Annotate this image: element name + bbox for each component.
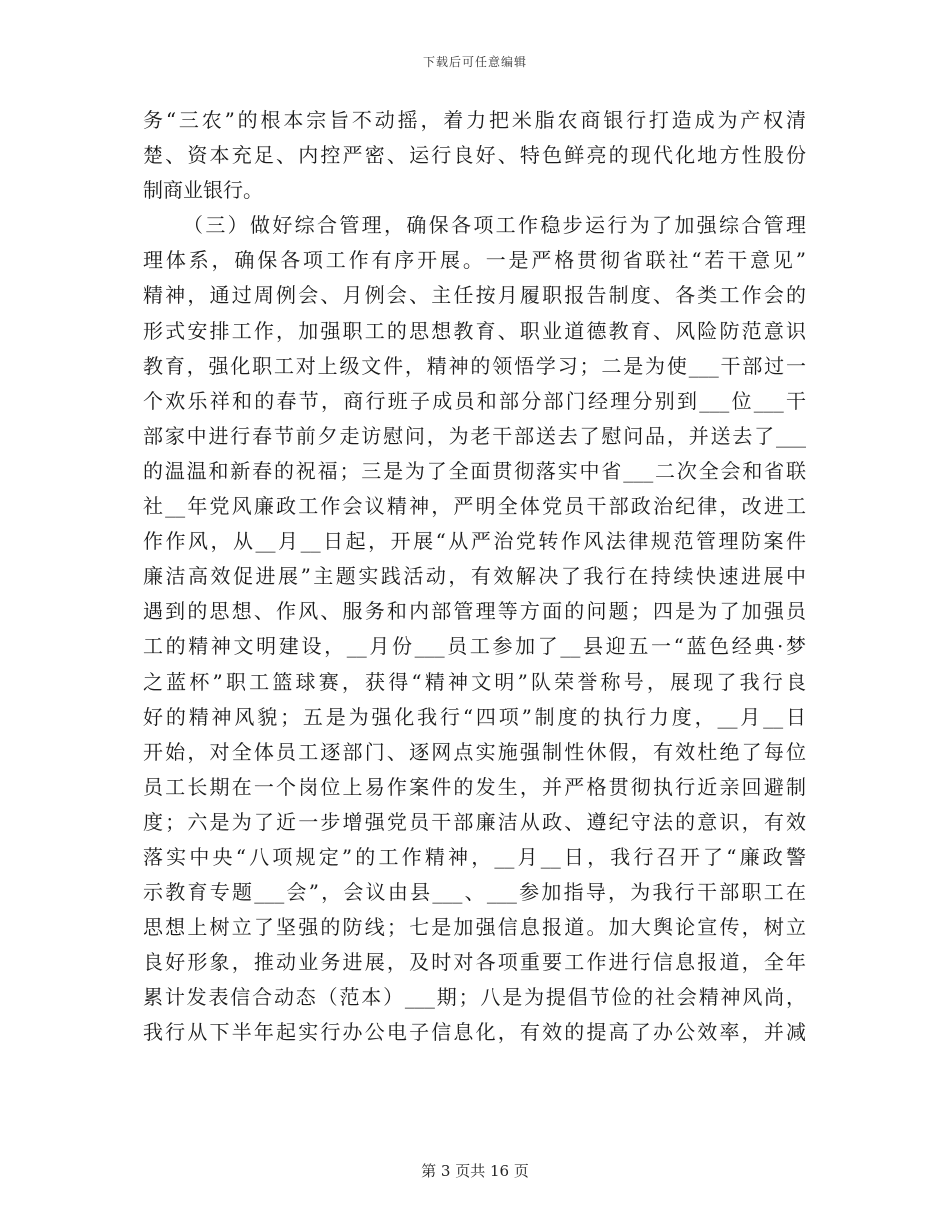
text-line: 作作风，从__月__日起，开展“从严治党转作风法律规范管理防案件	[143, 529, 806, 554]
text-line: 社__年党风廉政工作会议精神，严明全体党员干部政治纪律，改进工	[143, 494, 806, 519]
paragraph-section-three	[143, 208, 806, 1050]
text-line: 好的精神风貌；五是为强化我行“四项”制度的执行力度，__月__日	[143, 704, 806, 729]
text-line: 开始，对全体员工逐部门、逐网点实施强制性休假，有效杜绝了每位	[143, 739, 806, 764]
text-line: 思想上树立了坚强的防线；七是加强信息报道。加大舆论宣传，树立	[143, 915, 806, 940]
text-line: 的温温和新春的祝福；三是为了全面贯彻落实中省___二次全会和省联	[143, 458, 806, 483]
text-line: 精神，通过周例会、月例会、主任按月履职报告制度、各类工作会的	[143, 283, 806, 308]
text-line: 工的精神文明建设，__月份___员工参加了__县迎五一“蓝色经典·梦	[143, 634, 806, 659]
paragraph-continuation	[143, 103, 806, 208]
text-line: 务“三农”的根本宗旨不动摇，着力把米脂农商银行打造成为产权清	[143, 108, 806, 132]
document-body	[143, 103, 806, 1051]
text-line: 个欢乐祥和的春节，商行班子成员和部分部门经理分别到___位___干	[143, 388, 806, 413]
text-line: 累计发表信合动态（范本）___期；八是为提倡节俭的社会精神风尚，	[143, 985, 806, 1010]
text-line: 员工长期在一个岗位上易作案件的发生，并严格贯彻执行近亲回避制	[143, 774, 806, 799]
text-line: 我行从下半年起实行办公电子信息化，有效的提高了办公效率，并减	[143, 1020, 806, 1045]
text-line: 遇到的思想、作风、服务和内部管理等方面的问题；四是为了加强员	[143, 599, 806, 624]
text-line: 廉洁高效促进展”主题实践活动，有效解决了我行在持续快速进展中	[143, 564, 806, 589]
text-line: 理体系，确保各项工作有序开展。一是严格贯彻省联社“若干意见”	[143, 248, 806, 273]
text-line: 良好形象，推动业务进展，及时对各项重要工作进行信息报道，全年	[143, 950, 806, 975]
page-header: 下载后可任意编辑	[422, 55, 527, 69]
text-line: 之蓝杯”职工篮球赛，获得“精神文明”队荣誉称号，展现了我行良	[143, 669, 806, 694]
text-line: 示教育专题___会”，会议由县___、___参加指导，为我行干部职工在	[143, 880, 806, 905]
text-line: （三）做好综合管理，确保各项工作稳步运行为了加强综合管理	[183, 213, 806, 238]
text-line: 制商业银行。	[143, 178, 263, 203]
text-line: 教育，强化职工对上级文件，精神的领悟学习；二是为使___干部过一	[143, 353, 806, 378]
page-number: 第 3 页共 16 页	[421, 1162, 529, 1180]
text-line: 形式安排工作，加强职工的思想教育、职业道德教育、风险防范意识	[143, 318, 806, 343]
text-line: 部家中进行春节前夕走访慰问，为老干部送去了慰问品，并送去了___	[143, 423, 806, 448]
text-line: 楚、资本充足、内控严密、运行良好、特色鲜亮的现代化地方性股份	[143, 143, 806, 168]
text-line: 落实中央“八项规定”的工作精神，__月__日，我行召开了“廉政警	[143, 844, 806, 869]
text-line: 度；六是为了近一步增强党员干部廉洁从政、遵纪守法的意识，有效	[143, 809, 806, 834]
